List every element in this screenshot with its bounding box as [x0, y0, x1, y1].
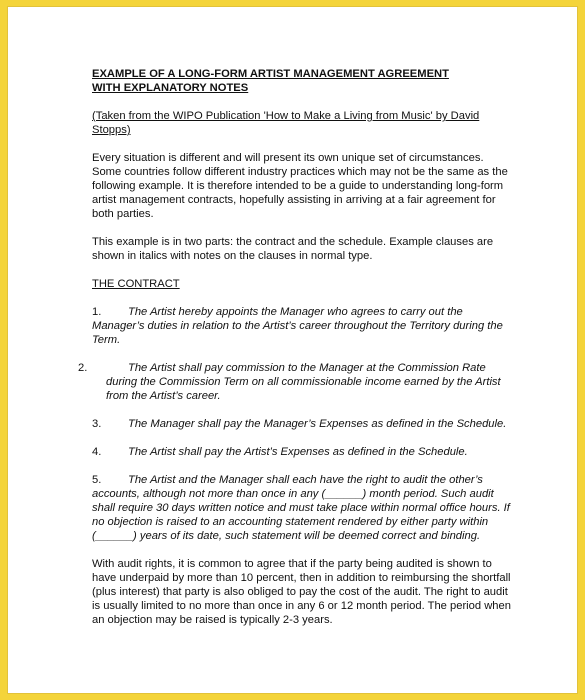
- clause-text: The Artist hereby appoints the Manager who agrees to carry out the Manager’s duties in relation to the Artist’s career throughout the Territory during the Term.: [92, 306, 503, 346]
- document-page: [7, 6, 578, 694]
- clause-text: The Manager shall pay the Manager’s Expenses as defined in the Schedule.: [128, 418, 507, 430]
- clause-number: 5.: [92, 474, 102, 486]
- clause-text: The Artist shall pay commission to the Manager at the Commission Rate during the Commission Term on all commissionable income earned by the Artist from the Artist’s career.: [106, 362, 501, 402]
- clause-number: 3.: [92, 418, 102, 430]
- source-citation: (Taken from the WIPO Publication 'How to Make a Living from Music' by David Stopps): [92, 110, 480, 136]
- title-line-1: EXAMPLE OF A LONG-FORM ARTIST MANAGEMENT AGREEMENT: [92, 68, 449, 80]
- clause-3: [92, 417, 512, 431]
- clause-text: The Artist shall pay the Artist’s Expenses as defined in the Schedule.: [128, 446, 468, 458]
- intro-paragraph: Every situation is different and will present its own unique set of circumstances. Some countries follow different industry practices which may not be the same as the following example. It is therefore intended to be a guide to understanding long-form artist management contracts, hopefully assisting in arriving at a fair agreement for both parties.: [92, 152, 508, 220]
- clause-4: [92, 445, 512, 459]
- clause-5: [92, 473, 512, 543]
- clause-1: [92, 305, 512, 347]
- document-title: [92, 67, 512, 95]
- clause-text: The Artist and the Manager shall each have the right to audit the other’s accounts, although not more than once in any (______) month period. Such audit shall require 30 days written notice and must take place within normal office hours. If no objection is raised to an accounting statement rendered by either party within (______) years of its date, such statement will be deemed correct and binding.: [92, 474, 510, 542]
- clause-2: [78, 361, 512, 403]
- document-body: [78, 67, 512, 641]
- clause-number: 1.: [92, 306, 102, 318]
- parts-note-paragraph: This example is in two parts: the contract and the schedule. Example clauses are shown in italics with notes on the clauses in normal type.: [92, 236, 494, 262]
- clause-number: 2.: [78, 362, 88, 374]
- title-line-2: WITH EXPLANATORY NOTES: [92, 82, 249, 94]
- audit-note-paragraph: With audit rights, it is common to agree that if the party being audited is shown to have underpaid by more than 10 percent, then in addition to reimbursing the shortfall (plus interest) that party is also obliged to pay the cost of the audit. The right to audit is usually limited to no more than once in any 6 or 12 month period. The period when an objection may be raised is typically 2-3 years.: [92, 558, 511, 626]
- clause-number: 4.: [92, 446, 102, 458]
- contract-heading: THE CONTRACT: [92, 278, 180, 290]
